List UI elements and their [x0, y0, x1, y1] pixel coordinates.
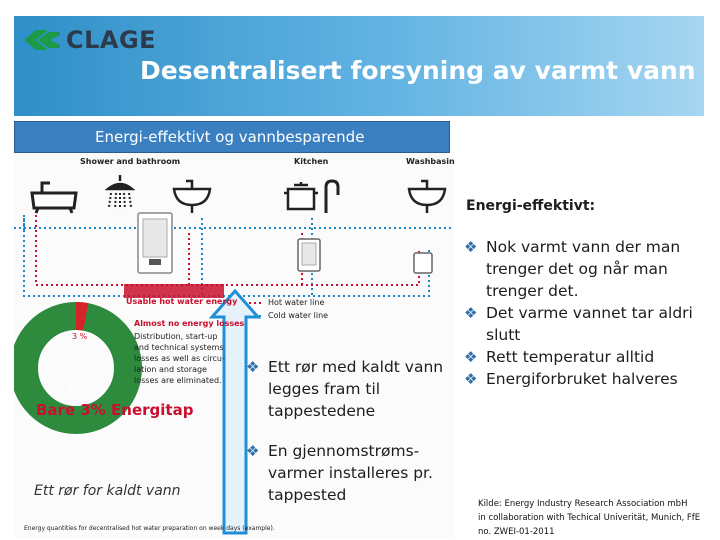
col-kitchen-label: Kitchen — [294, 157, 329, 166]
bullet-item — [246, 440, 451, 506]
energy-caption: Bare 3% Energitap — [36, 401, 194, 419]
col-shower-label: Shower and bathroom — [80, 157, 181, 166]
col-washbasin-label: Washbasin — [406, 157, 455, 166]
source-line: no. ZWEI-01-2011 — [478, 527, 555, 537]
losses-line: losses are eliminated. — [134, 376, 222, 385]
heater-kitchen — [298, 239, 320, 271]
bullet-text: Det varme vannet tar aldri slutt — [486, 304, 693, 344]
clage-logo-icon — [22, 27, 62, 53]
page-title: Desentralisert forsyning av varmt vann — [140, 56, 696, 85]
mid-bullet-2 — [246, 440, 451, 506]
legend-hot-label: Hot water line — [268, 298, 325, 307]
usable-energy-label: Usable hot water energy — [126, 297, 238, 306]
bullet-icon: ❖ — [464, 370, 478, 388]
pipe-caption: Ett rør for kaldt vann — [34, 483, 181, 499]
bullet-text: Energiforbruket halveres — [486, 370, 678, 388]
losses-line: and technical systems — [134, 343, 224, 352]
bullet-item — [464, 368, 714, 390]
bullet-text: En gjennomstrøms-varmer installeres pr. tappested — [268, 442, 433, 504]
logo-text: CLAGE — [66, 26, 157, 54]
heater-washbasin — [414, 253, 432, 273]
right-bullet-list — [464, 236, 714, 390]
bullet-item — [464, 236, 714, 302]
bullet-item — [464, 302, 714, 346]
logo — [22, 24, 156, 56]
bullet-text: Ett rør med kaldt vann legges fram til tappestedene — [268, 358, 444, 420]
losses-line: Distribution, start-up — [134, 332, 218, 341]
bullet-item — [246, 356, 451, 422]
bullet-text: Nok varmt vann der man trenger det og når man trenger det. — [486, 238, 681, 300]
bullet-icon: ❖ — [464, 348, 478, 366]
bullet-item — [464, 346, 714, 368]
bullet-text: Rett temperatur alltid — [486, 348, 655, 366]
bullet-icon: ❖ — [246, 442, 260, 460]
mid-bullet-1 — [246, 356, 451, 422]
source-line: in collaboration with Techical Univerität, Munich, FfE — [478, 513, 701, 523]
right-heading: Energi-effektivt: — [466, 198, 596, 214]
losses-line: losses as well as circu- — [134, 354, 225, 363]
diagram-footnote: Energy quantities for decentralised hot water preparation on week days (example). — [24, 525, 275, 532]
heater-main — [138, 213, 172, 273]
legend-cold-label: Cold water line — [268, 311, 329, 320]
subtitle-bar — [14, 121, 450, 153]
bullet-icon: ❖ — [464, 304, 478, 322]
losses-text — [134, 331, 225, 386]
donut-usable-label: 97 % — [68, 385, 90, 394]
subtitle-text: Energi-effektivt og vannbesparende — [95, 128, 365, 146]
losses-title: Almost no energy losses — [134, 319, 245, 328]
bullet-icon: ❖ — [464, 238, 478, 256]
donut-loss-label: 3 % — [72, 332, 88, 341]
bullet-icon: ❖ — [246, 358, 260, 376]
source-line: Kilde: Energy Industry Research Association mbH — [478, 499, 688, 509]
source-note — [478, 497, 714, 539]
losses-line: lation and storage — [134, 365, 207, 374]
usable-energy-bar — [124, 284, 224, 298]
